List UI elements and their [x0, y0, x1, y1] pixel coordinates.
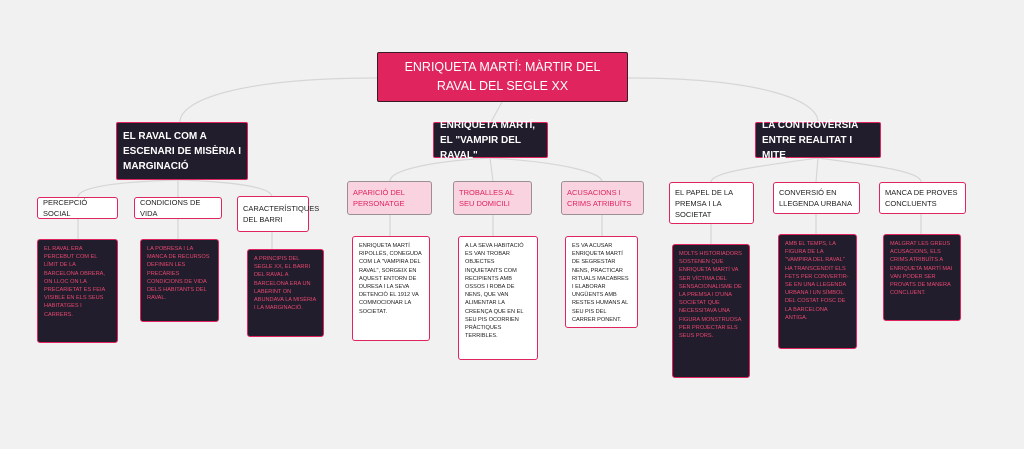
root-node[interactable]	[377, 52, 628, 102]
topic-node-papel-de-la-premsa[interactable]	[669, 182, 754, 224]
branch-title: EL RAVAL COM A ESCENARI DE MISÈRIA I MARGINACIÓ	[123, 130, 241, 172]
detail-card-aparicio-del-personatge	[352, 236, 430, 341]
topic-label: EL PAPEL DE LA PREMSA I LA SOCIETAT	[675, 187, 733, 219]
detail-card-caracteristiques-del-barri	[247, 249, 324, 337]
detail-text: AMB EL TEMPS, LA FIGURA DE LA "VAMPIRA DEL RAVAL" HA TRANSCENDIT ELS FETS PER CONVERTIR-SE EN UNA LLEGENDA URBANA I UN SÍMBOL DEL COSTAT FOSC DE LA BARCELONA ANTIGA.	[785, 241, 849, 321]
detail-card-conversio-en-llegenda	[778, 234, 857, 349]
topic-node-aparicio-del-personatge[interactable]	[347, 181, 432, 215]
detail-card-manca-de-proves	[883, 234, 961, 321]
detail-text: ES VA ACUSAR ENRIQUETA MARTÍ DE SEGRESTAR NENS, PRACTICAR RITUALS MACABRES I ELABORAR UNGÜENTS AMB RESTES HUMANS AL SEU PIS DEL CARRER PONENT.	[572, 243, 629, 323]
branch-node-enriqueta-marti[interactable]	[433, 119, 548, 161]
detail-text: MOLTS HISTORIADORS SOSTENEN QUE ENRIQUETA MARTÍ VA SER VÍCTIMA DEL SENSACIONALISME DE LA PREMSA I D'UNA SOCIETAT QUE NECESSITAVA UNA FIGURA MONSTRUOSA PER PROJECTAR ELS SEUS PORS.	[679, 251, 742, 340]
topic-label: CONVERSIÓ EN LLEGENDA URBANA	[779, 188, 852, 208]
detail-text: A PRINCIPIS DEL SEGLE XX, EL BARRI DEL RAVAL A BARCELONA ERA UN LABERINT ON ABUNDAVA LA MISÈRIA I LA MARGINACIÓ.	[254, 256, 316, 312]
topic-label: PERCEPCIÓ SOCIAL	[43, 198, 88, 218]
topic-label: CONDICIONS DE VIDA	[140, 198, 201, 218]
topic-label: CARACTERÍSTIQUES DEL BARRI	[243, 204, 320, 224]
detail-card-percepcio-social	[37, 239, 118, 343]
topic-node-caracteristiques-del-barri[interactable]	[237, 196, 320, 232]
detail-text: ENRIQUETA MARTÍ RIPOLLÉS, CONEGUDA COM LA "VAMPIRA DEL RAVAL", SORGEIX EN AQUEST ENTORN DE DURESA I LA SEVA DETENCIÓ EL 1912 VA COMMOCIONAR LA SOCIETAT.	[359, 243, 422, 315]
detail-text: LA POBRESA I LA MANCA DE RECURSOS DEFINIEN LES PRECÀRIES CONDICIONS DE VIDA DELS HABITANTS DEL RAVAL.	[147, 246, 210, 302]
detail-card-condicions-de-vida	[140, 239, 219, 322]
branch-node-controversia[interactable]	[755, 119, 881, 161]
detail-text: A LA SEVA HABITACIÓ ES VAN TROBAR OBJECTES INQUIETANTS COM RECIPIENTS AMB OSSOS I ROBA DE NENS, QUE VAN ALIMENTAR LA CREENÇA QUE EN EL SEU PIS OCORRIEN PRÀCTIQUES TERRIBLES.	[465, 243, 524, 340]
topic-label: MANCA DE PROVES CONCLUENTS	[885, 188, 958, 208]
topic-node-conversio-en-llegenda[interactable]	[773, 182, 860, 214]
detail-card-troballes-al-seu-domicili	[458, 236, 538, 360]
topic-label: ACUSACIONS I CRIMS ATRIBUÏTS	[567, 188, 632, 208]
topic-node-troballes-al-seu-domicili[interactable]	[453, 181, 532, 215]
detail-text: EL RAVAL ERA PERCEBUT COM EL LÍMIT DE LA BARCELONA OBRERA, ON LLOC ON LA PRECARIETAT ES FEIA VISIBLE EN ELS SEUS HABITATGES I CARRERS.	[44, 246, 105, 318]
detail-text: MALGRAT LES GREUS ACUSACIONS, ELS CRIMS ATRIBUÏTS A ENRIQUETA MARTÍ MAI VAN PODER SER PROVATS DE MANERA CONCLUENT.	[890, 241, 953, 297]
topic-node-condicions-de-vida[interactable]	[134, 197, 222, 219]
topic-node-manca-de-proves[interactable]	[879, 182, 966, 214]
detail-card-papel-de-la-premsa	[672, 244, 750, 378]
branch-node-raval[interactable]	[116, 122, 248, 180]
topic-node-acusacions-i-crims[interactable]	[561, 181, 644, 215]
topic-node-percepcio-social[interactable]	[37, 197, 118, 219]
branch-title: LA CONTROVÈRSIA ENTRE REALITAT I MITE	[762, 119, 858, 161]
root-title: ENRIQUETA MARTÍ: MÀRTIR DEL RAVAL DEL SEGLE XX	[404, 60, 601, 93]
branch-title: ENRIQUETA MARTÍ, EL "VAMPIR DEL RAVAL"	[440, 119, 535, 161]
topic-label: APARICIÓ DEL PERSONATGE	[353, 188, 405, 208]
topic-label: TROBALLES AL SEU DOMICILI	[459, 188, 514, 208]
detail-card-acusacions-i-crims	[565, 236, 638, 328]
